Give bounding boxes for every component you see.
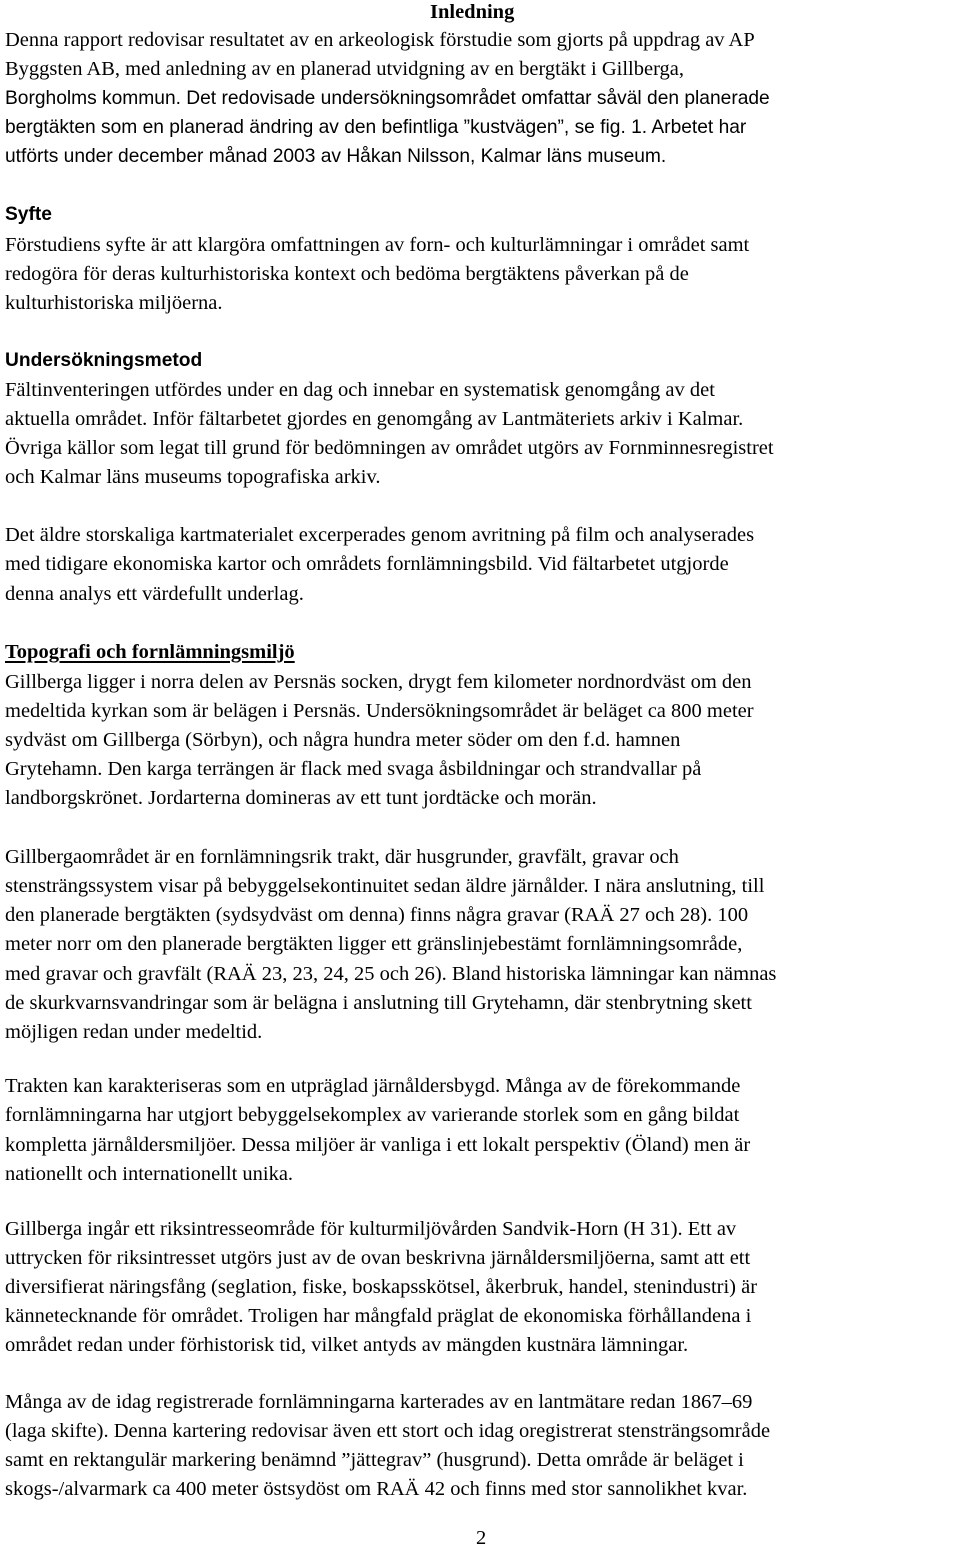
riksintresse-line: uttrycken för riksintresset utgörs just av de ovan beskrivna järnåldersmiljöerna, samt att ett: [5, 1247, 751, 1269]
page-number: 2: [476, 1527, 487, 1549]
riksintresse-line: diversifierat näringsfång (seglation, fiske, boskapsskötsel, åkerbruk, handel, stenindustri) är: [5, 1276, 758, 1298]
gillberga-line: stensträngssystem visar på bebyggelsekontinuitet sedan äldre järnålder. I nära anslutning, till: [5, 875, 765, 897]
topo-line: Gillberga ligger i norra delen av Persnäs socken, drygt fem kilometer nordnordväst om den: [5, 671, 752, 693]
topo-line: medeltida kyrkan som är belägen i Persnäs. Undersökningsområdet är beläget ca 800 meter: [5, 700, 754, 722]
syfte-line: redogöra för deras kulturhistoriska kontext och bedöma bergtäktens påverkan på de: [5, 263, 689, 285]
intro-line: utförts under december månad 2003 av Håkan Nilsson, Kalmar läns museum.: [5, 146, 667, 167]
riksintresse-line: kännetecknande för området. Troligen har mångfald präglat de ekonomiska förhållandena i: [5, 1305, 752, 1327]
syfte-line: kulturhistoriska miljöerna.: [5, 292, 223, 314]
karta-line: denna analys ett värdefullt underlag.: [5, 583, 304, 605]
trakten-line: nationellt och internationellt unika.: [5, 1163, 294, 1185]
intro-line: Byggsten AB, med anledning av en planerad utvidgning av en bergtäkt i Gillberga,: [5, 58, 685, 80]
metod-line: och Kalmar läns museums topografiska arkiv.: [5, 466, 381, 488]
metod-line: Övriga källor som legat till grund för bedömningen av området utgörs av Fornminnesregistret: [5, 437, 774, 459]
topo-line: landborgskrönet. Jordarterna domineras av ett tunt jordtäcke och morän.: [5, 787, 597, 809]
riksintresse-line: området redan under förhistorisk tid, vilket antyds av mängden kustnära lämningar.: [5, 1334, 689, 1356]
heading-undersokningsmetod: Undersökningsmetod: [5, 350, 203, 371]
gillberga-line: möjligen redan under medeltid.: [5, 1021, 263, 1043]
syfte-line: Förstudiens syfte är att klargöra omfattningen av forn- och kulturlämningar i området samt: [5, 234, 750, 256]
intro-line: bergtäkten som en planerad ändring av den befintliga ”kustvägen”, se fig. 1. Arbetet har: [5, 117, 747, 138]
metod-line: Fältinventeringen utfördes under en dag och innebar en systematisk genomgång av det: [5, 379, 715, 401]
metod-line: aktuella området. Inför fältarbetet gjordes en genomgång av Lantmäteriets arkiv i Kalmar.: [5, 408, 744, 430]
heading-inledning: Inledning: [430, 1, 515, 23]
trakten-line: Trakten kan karakteriseras som en utpräglad järnåldersbygd. Många av de förekommande: [5, 1075, 741, 1097]
riksintresse-line: Gillberga ingår ett riksintresseområde för kulturmiljövården Sandvik-Horn (H 31). Ett av: [5, 1218, 737, 1240]
gillberga-line: Gillbergaområdet är en fornlämningsrik trakt, där husgrunder, gravfält, gravar och: [5, 846, 679, 868]
topo-line: sydväst om Gillberga (Sörbyn), och några hundra meter söder om den f.d. hamnen: [5, 729, 681, 751]
kartering-line: (laga skifte). Denna kartering redovisar även ett stort och idag oregistrerat stensträngsområde: [5, 1420, 771, 1442]
heading-syfte: Syfte: [5, 204, 52, 225]
kartering-line: skogs-/alvarmark ca 400 meter östsydöst om RAÄ 42 och finns med stor sannolikhet kvar.: [5, 1478, 748, 1500]
intro-line: Borgholms kommun. Det redovisade undersökningsområdet omfattar såväl den planerade: [5, 88, 770, 109]
topo-line: Grytehamn. Den karga terrängen är flack med svaga åsbildningar och strandvallar på: [5, 758, 702, 780]
karta-line: Det äldre storskaliga kartmaterialet excerperades genom avritning på film och analyserades: [5, 524, 755, 546]
gillberga-line: meter norr om den planerade bergtäkten ligger ett gränslinjebestämt fornlämningsområde,: [5, 933, 743, 955]
gillberga-line: de skurkvarnsvandringar som är belägna i anslutning till Grytehamn, där stenbrytning skett: [5, 992, 752, 1014]
kartering-line: samt en rektangulär markering benämnd ”jättegrav” (husgrund). Detta område är beläget i: [5, 1449, 744, 1471]
kartering-line: Många av de idag registrerade fornlämningarna karterades av en lantmätare redan 1867–69: [5, 1391, 753, 1413]
trakten-line: kompletta järnåldersmiljöer. Dessa miljöer är vanliga i ett lokalt perspektiv (Öland) men är: [5, 1134, 751, 1156]
intro-line: Denna rapport redovisar resultatet av en arkeologisk förstudie som gjorts på uppdrag av AP: [5, 29, 755, 51]
karta-line: med tidigare ekonomiska kartor och områdets fornlämningsbild. Vid fältarbetet utgjorde: [5, 553, 729, 575]
heading-topografi: Topografi och fornlämningsmiljö: [5, 641, 295, 663]
gillberga-line: med gravar och gravfält (RAÄ 23, 23, 24, 25 och 26). Bland historiska lämningar kan nämnas: [5, 963, 777, 985]
gillberga-line: den planerade bergtäkten (sydsydväst om denna) finns några gravar (RAÄ 27 och 28). 100: [5, 904, 749, 926]
trakten-line: fornlämningarna har utgjort bebyggelsekomplex av varierande storlek som en gång bildat: [5, 1104, 740, 1126]
